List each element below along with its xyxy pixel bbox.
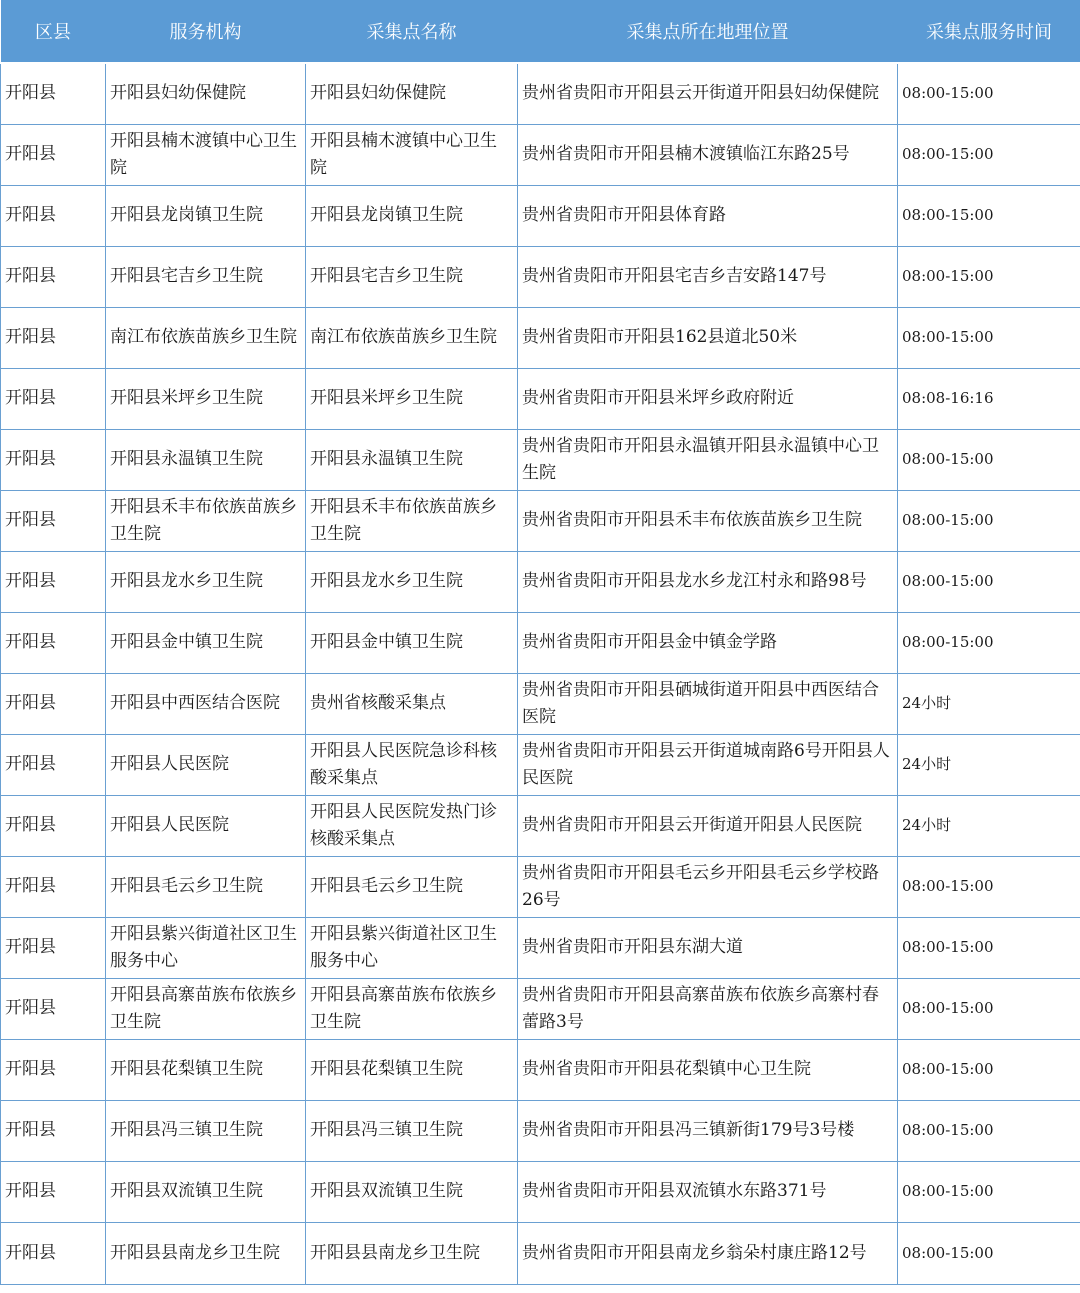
district-cell: 开阳县 <box>1 1161 106 1222</box>
service-hours-cell: 08:00-15:00 <box>898 856 1080 917</box>
location-cell: 贵州省贵阳市开阳县双流镇水东路371号 <box>518 1161 898 1222</box>
institution-cell: 开阳县花梨镇卫生院 <box>106 1039 306 1100</box>
service-hours-cell: 08:00-15:00 <box>898 917 1080 978</box>
district-cell: 开阳县 <box>1 63 106 124</box>
site-name-cell: 开阳县人民医院发热门诊核酸采集点 <box>306 795 518 856</box>
header-institution: 服务机构 <box>106 0 306 63</box>
district-cell: 开阳县 <box>1 246 106 307</box>
district-cell: 开阳县 <box>1 734 106 795</box>
service-hours-cell: 08:00-15:00 <box>898 429 1080 490</box>
site-name-cell: 贵州省核酸采集点 <box>306 673 518 734</box>
site-name-cell: 开阳县花梨镇卫生院 <box>306 1039 518 1100</box>
district-cell: 开阳县 <box>1 917 106 978</box>
table-row <box>1 307 1080 368</box>
location-cell: 贵州省贵阳市开阳县禾丰布依族苗族乡卫生院 <box>518 490 898 551</box>
header-site-name: 采集点名称 <box>306 0 518 63</box>
location-cell: 贵州省贵阳市开阳县龙水乡龙江村永和路98号 <box>518 551 898 612</box>
district-cell: 开阳县 <box>1 490 106 551</box>
service-hours-cell: 24小时 <box>898 734 1080 795</box>
district-cell: 开阳县 <box>1 612 106 673</box>
service-hours-cell: 08:00-15:00 <box>898 1100 1080 1161</box>
table-row <box>1 1161 1080 1222</box>
institution-cell: 开阳县金中镇卫生院 <box>106 612 306 673</box>
header-row <box>1 0 1080 63</box>
institution-cell: 开阳县宅吉乡卫生院 <box>106 246 306 307</box>
institution-cell: 开阳县米坪乡卫生院 <box>106 368 306 429</box>
institution-cell: 开阳县龙水乡卫生院 <box>106 551 306 612</box>
service-hours-cell: 08:08-16:16 <box>898 368 1080 429</box>
site-name-cell: 开阳县双流镇卫生院 <box>306 1161 518 1222</box>
table-row <box>1 490 1080 551</box>
site-name-cell: 开阳县楠木渡镇中心卫生院 <box>306 124 518 185</box>
district-cell: 开阳县 <box>1 307 106 368</box>
site-name-cell: 开阳县米坪乡卫生院 <box>306 368 518 429</box>
site-name-cell: 开阳县宅吉乡卫生院 <box>306 246 518 307</box>
header-service-hours: 采集点服务时间 <box>898 0 1080 63</box>
table-row <box>1 1039 1080 1100</box>
service-hours-cell: 08:00-15:00 <box>898 551 1080 612</box>
site-name-cell: 开阳县金中镇卫生院 <box>306 612 518 673</box>
table-row <box>1 429 1080 490</box>
site-name-cell: 南江布依族苗族乡卫生院 <box>306 307 518 368</box>
district-cell: 开阳县 <box>1 978 106 1039</box>
site-name-cell: 开阳县紫兴街道社区卫生服务中心 <box>306 917 518 978</box>
institution-cell: 开阳县妇幼保健院 <box>106 63 306 124</box>
service-hours-cell: 08:00-15:00 <box>898 1039 1080 1100</box>
location-cell: 贵州省贵阳市开阳县体育路 <box>518 185 898 246</box>
table-row <box>1 246 1080 307</box>
institution-cell: 开阳县龙岗镇卫生院 <box>106 185 306 246</box>
location-cell: 贵州省贵阳市开阳县高寨苗族布依族乡高寨村春蕾路3号 <box>518 978 898 1039</box>
district-cell: 开阳县 <box>1 429 106 490</box>
location-cell: 贵州省贵阳市开阳县云开街道开阳县妇幼保健院 <box>518 63 898 124</box>
institution-cell: 开阳县县南龙乡卫生院 <box>106 1222 306 1284</box>
service-hours-cell: 08:00-15:00 <box>898 307 1080 368</box>
district-cell: 开阳县 <box>1 185 106 246</box>
header-location: 采集点所在地理位置 <box>518 0 898 63</box>
service-hours-cell: 24小时 <box>898 795 1080 856</box>
site-name-cell: 开阳县龙岗镇卫生院 <box>306 185 518 246</box>
location-cell: 贵州省贵阳市开阳县东湖大道 <box>518 917 898 978</box>
table-row <box>1 124 1080 185</box>
district-cell: 开阳县 <box>1 551 106 612</box>
table-row <box>1 734 1080 795</box>
district-cell: 开阳县 <box>1 368 106 429</box>
site-name-cell: 开阳县龙水乡卫生院 <box>306 551 518 612</box>
location-cell: 贵州省贵阳市开阳县楠木渡镇临江东路25号 <box>518 124 898 185</box>
institution-cell: 开阳县冯三镇卫生院 <box>106 1100 306 1161</box>
service-hours-cell: 08:00-15:00 <box>898 1222 1080 1284</box>
table-row <box>1 63 1080 124</box>
location-cell: 贵州省贵阳市开阳县硒城街道开阳县中西医结合医院 <box>518 673 898 734</box>
table-row <box>1 1222 1080 1284</box>
institution-cell: 南江布依族苗族乡卫生院 <box>106 307 306 368</box>
district-cell: 开阳县 <box>1 124 106 185</box>
table-row <box>1 795 1080 856</box>
service-hours-cell: 08:00-15:00 <box>898 124 1080 185</box>
institution-cell: 开阳县双流镇卫生院 <box>106 1161 306 1222</box>
district-cell: 开阳县 <box>1 673 106 734</box>
institution-cell: 开阳县中西医结合医院 <box>106 673 306 734</box>
table-row <box>1 368 1080 429</box>
header-district: 区县 <box>1 0 106 63</box>
site-name-cell: 开阳县永温镇卫生院 <box>306 429 518 490</box>
location-cell: 贵州省贵阳市开阳县永温镇开阳县永温镇中心卫生院 <box>518 429 898 490</box>
institution-cell: 开阳县永温镇卫生院 <box>106 429 306 490</box>
table-body <box>1 63 1080 1284</box>
location-cell: 贵州省贵阳市开阳县花梨镇中心卫生院 <box>518 1039 898 1100</box>
institution-cell: 开阳县人民医院 <box>106 795 306 856</box>
table-row <box>1 917 1080 978</box>
table-row <box>1 612 1080 673</box>
service-hours-cell: 08:00-15:00 <box>898 978 1080 1039</box>
service-hours-cell: 08:00-15:00 <box>898 1161 1080 1222</box>
table-header <box>1 0 1080 63</box>
service-hours-cell: 08:00-15:00 <box>898 612 1080 673</box>
institution-cell: 开阳县高寨苗族布依族乡卫生院 <box>106 978 306 1039</box>
district-cell: 开阳县 <box>1 1222 106 1284</box>
institution-cell: 开阳县楠木渡镇中心卫生院 <box>106 124 306 185</box>
site-name-cell: 开阳县县南龙乡卫生院 <box>306 1222 518 1284</box>
institution-cell: 开阳县紫兴街道社区卫生服务中心 <box>106 917 306 978</box>
location-cell: 贵州省贵阳市开阳县米坪乡政府附近 <box>518 368 898 429</box>
table-row <box>1 551 1080 612</box>
location-cell: 贵州省贵阳市开阳县云开街道开阳县人民医院 <box>518 795 898 856</box>
service-hours-cell: 08:00-15:00 <box>898 246 1080 307</box>
location-cell: 贵州省贵阳市开阳县云开街道城南路6号开阳县人民医院 <box>518 734 898 795</box>
site-name-cell: 开阳县高寨苗族布依族乡卫生院 <box>306 978 518 1039</box>
location-cell: 贵州省贵阳市开阳县南龙乡翁朵村康庄路12号 <box>518 1222 898 1284</box>
site-name-cell: 开阳县妇幼保健院 <box>306 63 518 124</box>
institution-cell: 开阳县禾丰布依族苗族乡卫生院 <box>106 490 306 551</box>
district-cell: 开阳县 <box>1 795 106 856</box>
institution-cell: 开阳县人民医院 <box>106 734 306 795</box>
table-row <box>1 856 1080 917</box>
table-row <box>1 978 1080 1039</box>
site-name-cell: 开阳县毛云乡卫生院 <box>306 856 518 917</box>
service-hours-cell: 08:00-15:00 <box>898 185 1080 246</box>
location-cell: 贵州省贵阳市开阳县冯三镇新街179号3号楼 <box>518 1100 898 1161</box>
table-row <box>1 185 1080 246</box>
location-cell: 贵州省贵阳市开阳县162县道北50米 <box>518 307 898 368</box>
location-cell: 贵州省贵阳市开阳县毛云乡开阳县毛云乡学校路26号 <box>518 856 898 917</box>
site-name-cell: 开阳县禾丰布依族苗族乡卫生院 <box>306 490 518 551</box>
location-cell: 贵州省贵阳市开阳县金中镇金学路 <box>518 612 898 673</box>
site-name-cell: 开阳县人民医院急诊科核酸采集点 <box>306 734 518 795</box>
institution-cell: 开阳县毛云乡卫生院 <box>106 856 306 917</box>
location-cell: 贵州省贵阳市开阳县宅吉乡吉安路147号 <box>518 246 898 307</box>
table-row <box>1 1100 1080 1161</box>
district-cell: 开阳县 <box>1 1100 106 1161</box>
site-name-cell: 开阳县冯三镇卫生院 <box>306 1100 518 1161</box>
service-hours-cell: 08:00-15:00 <box>898 490 1080 551</box>
service-hours-cell: 08:00-15:00 <box>898 63 1080 124</box>
district-cell: 开阳县 <box>1 1039 106 1100</box>
table-row <box>1 673 1080 734</box>
service-hours-cell: 24小时 <box>898 673 1080 734</box>
district-cell: 开阳县 <box>1 856 106 917</box>
